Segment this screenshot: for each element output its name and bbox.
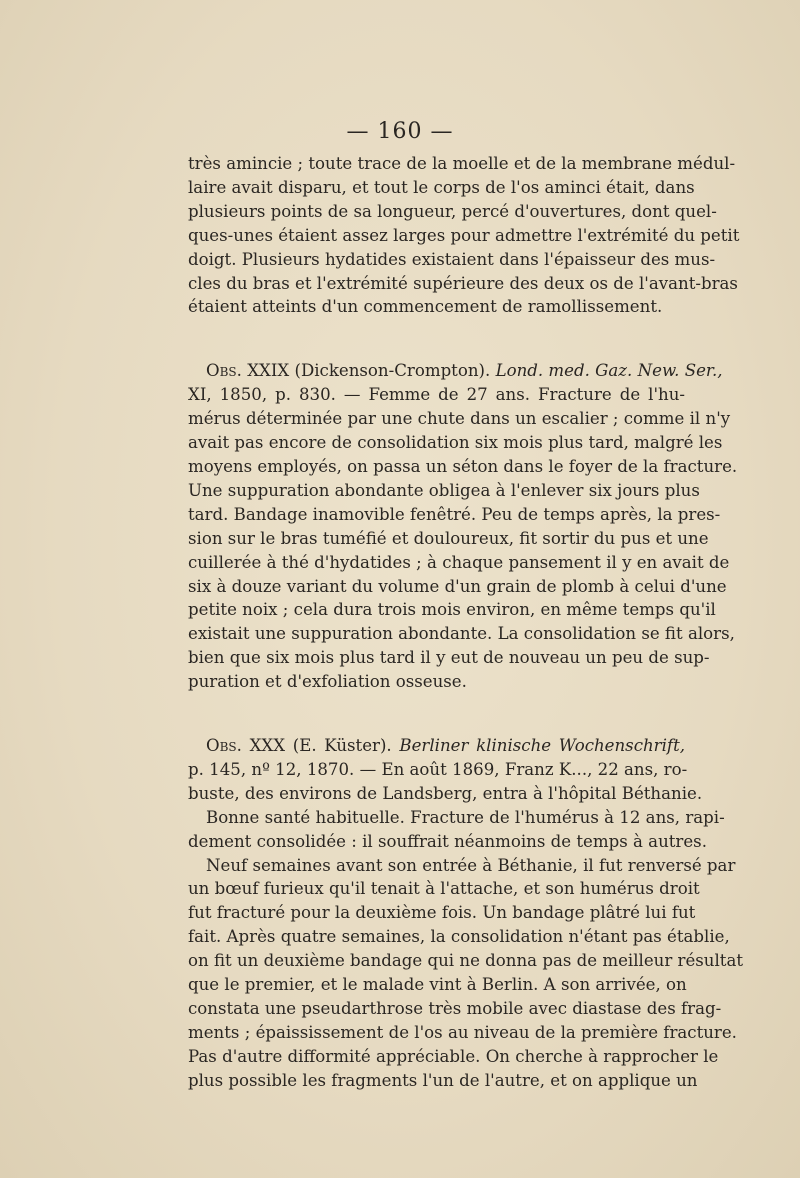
text-line: étaient atteints d'un commencement de ramollissement.	[188, 297, 663, 317]
text-block	[188, 152, 744, 1093]
obs-author: (Dickenson-Crompton).	[294, 361, 491, 381]
text-line: bien que six mois plus tard il y eut de nouveau un peu de sup-	[188, 648, 710, 668]
text-line: très amincie ; toute trace de la moelle et de la membrane médul-	[188, 154, 736, 173]
observation-29	[188, 359, 738, 694]
text-line: plusieurs points de sa longueur, percé d'ouvertures, dont quel-	[188, 201, 717, 221]
continuation-paragraph	[188, 152, 740, 319]
text-line: tard. Bandage inamovible fenêtré. Peu de temps après, la pres-	[188, 504, 721, 524]
observation-30	[188, 734, 744, 1093]
text-line: Neuf semaines avant son entrée à Béthanie, il fut renversé par	[206, 855, 736, 875]
text-line: Bonne santé habituelle. Fracture de l'humérus à 12 ans, rapi-	[206, 807, 725, 827]
text-line: doigt. Plusieurs hydatides existaient dans l'épaisseur des mus-	[188, 249, 716, 269]
text-line: cuillerée à thé d'hydatides ; à chaque pansement il y en avait de	[188, 552, 730, 572]
obs-heading-line	[188, 734, 685, 758]
text-line: dement consolidée : il souffrait néanmoins de temps à autres.	[188, 831, 707, 851]
text-line: ments ; épaississement de l'os au niveau de la première fracture.	[188, 1022, 737, 1042]
text-line: on fit un deuxième bandage qui ne donna pas de meilleur résultat	[188, 951, 744, 971]
text-line: existait une suppuration abondante. La consolidation se fit alors,	[188, 624, 735, 644]
text-line: six à douze variant du volume d'un grain de plomb à celui d'une	[188, 576, 727, 596]
obs-label: Obs. XXX	[206, 736, 286, 756]
text-line: plus possible les fragments l'un de l'autre, et on applique un	[188, 1070, 698, 1090]
paragraph-gap	[188, 694, 685, 734]
text-line: que le premier, et le malade vint à Berlin. A son arrivée, on	[188, 975, 687, 995]
text-line: sion sur le bras tuméfié et douloureux, fit sortir du pus et une	[188, 528, 709, 548]
text-line: mérus déterminée par une chute dans un escalier ; comme il n'y	[188, 409, 731, 429]
text-line: laire avait disparu, et tout le corps de l'os aminci était, dans	[188, 177, 695, 197]
text-line: fut fracturé pour la deuxième fois. Un bandage plâtré lui fut	[188, 903, 696, 923]
obs-author: (E. Küster).	[292, 736, 392, 756]
text-line: puration et d'exfoliation osseuse.	[188, 672, 467, 692]
text-line: petite noix ; cela dura trois mois environ, en même temps qu'il	[188, 600, 716, 620]
paragraph-gap	[188, 319, 685, 359]
obs-journal: Berliner klinische Wochenschrift,	[399, 736, 686, 756]
text-line: p. 145, nº 12, 1870. — En août 1869, Franz K..., 22 ans, ro-	[188, 759, 688, 779]
obs-heading-line	[188, 359, 723, 383]
text-line: Une suppuration abondante obligea à l'enlever six jours plus	[188, 480, 700, 500]
text-line: XI, 1850, p. 830. — Femme de 27 ans. Fracture de l'hu-	[188, 385, 685, 405]
text-line: ques-unes étaient assez larges pour admettre l'extrémité du petit	[188, 225, 740, 245]
text-line: cles du bras et l'extrémité supérieure des deux os de l'avant-bras	[188, 273, 738, 293]
text-line: fait. Après quatre semaines, la consolidation n'étant pas établie,	[188, 927, 730, 947]
text-line: constata une pseudarthrose très mobile avec diastase des frag-	[188, 999, 722, 1018]
text-line: moyens employés, on passa un séton dans le foyer de la fracture.	[188, 456, 738, 476]
obs-journal: Lond. med. Gaz. New. Ser.,	[495, 361, 723, 381]
text-line: avait pas encore de consolidation six mois plus tard, malgré les	[188, 433, 723, 453]
page-number: — 160 —	[346, 119, 454, 144]
obs-label: Obs. XXIX	[206, 361, 290, 381]
text-line: un bœuf furieux qu'il tenait à l'attache, et son humérus droit	[188, 879, 700, 899]
text-line: Pas d'autre difformité appréciable. On cherche à rapprocher le	[188, 1046, 719, 1066]
text-line: buste, des environs de Landsberg, entra à l'hôpital Béthanie.	[188, 783, 703, 803]
